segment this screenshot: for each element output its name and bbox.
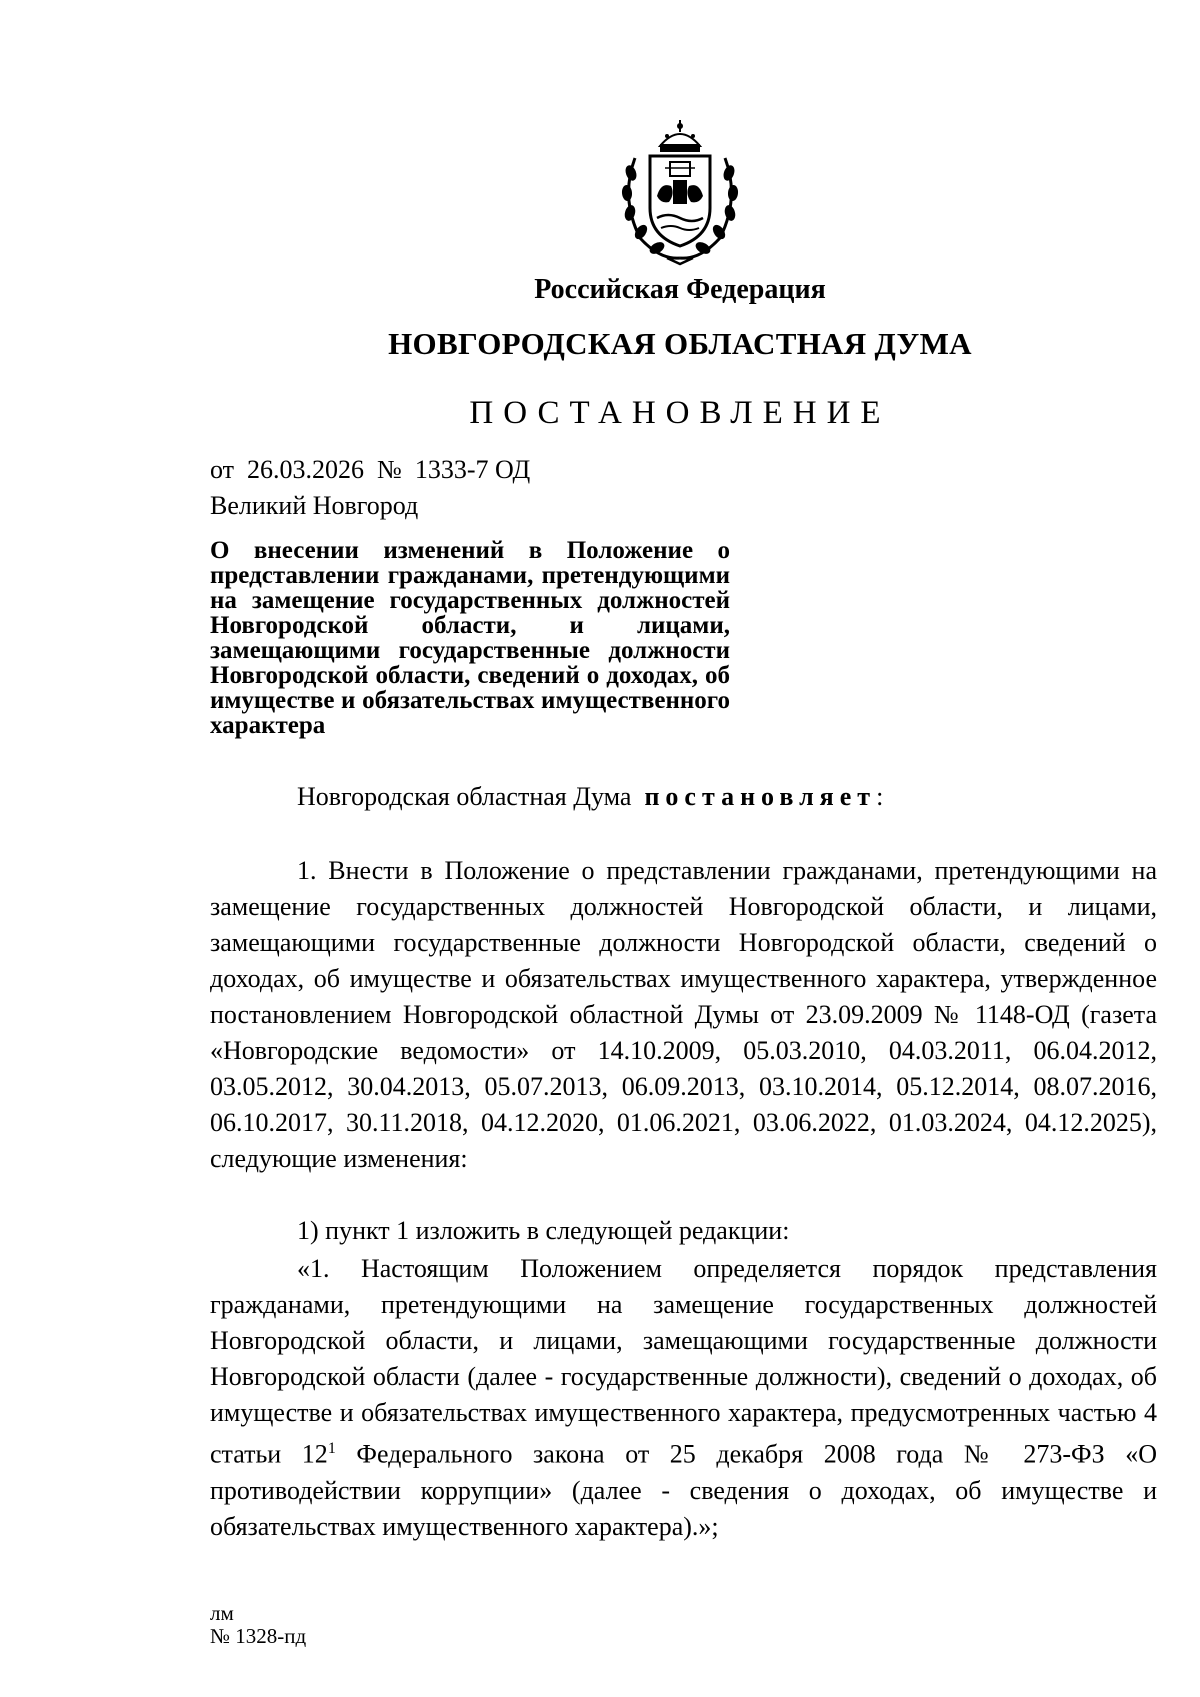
document-type-title: ПОСТАНОВЛЕНИЕ [469, 395, 891, 431]
document-subject: О внесении изменений в Положение о представлении гражданами, претендующими на замещение государственных должностей Новгородской области, и лицами, замещающими государственные должности Новгородской области, сведений о доходах, об имуществе и обязательствах имущественного характера [210, 537, 730, 739]
quote-text-before: «1. Настоящим Положением определяется порядок представления гражданами, претендующими на замещение государственных должностей Новгородской области, и лицами, замещающими государственные должности Новгородской области (далее - государственные должности), сведений о доходах, об имуществе и обязательствах имущественного характера, предусмотренных частью 4 статьи 12 [210, 1254, 1157, 1469]
document-date-number: от 26.03.2026 № 1333-7 ОД [210, 455, 531, 484]
footer-initials: лм [210, 1601, 234, 1625]
subitem-1: 1) пункт 1 изложить в следующей редакции: [297, 1216, 790, 1245]
quoted-paragraph [210, 1251, 1157, 1545]
document-city: Великий Новгород [210, 491, 419, 520]
country-title: Российская Федерация [534, 274, 826, 305]
footer-number: № 1328-пд [210, 1624, 307, 1648]
paragraph-1: 1. Внести в Положение о представлении гражданами, претендующими на замещение государственных должностей Новгородской области, и лицами, замещающими государственные должности Новгородской области, сведений о доходах, об имуществе и обязательствах имущественного характера, утвержденное постановлением Новгородской областной Думы от 23.09.2009 № 1148-ОД (газета «Новгородские ведомости» от 14.10.2009, 05.03.2010, 04.03.2011, 06.04.2012, 03.05.2012, 30.04.2013, 05.07.2013, 06.09.2013, 03.10.2014, 05.12.2014, 08.07.2016, 06.10.2017, 30.11.2018, 04.12.2020, 01.06.2021, 03.06.2022, 01.03.2024, 04.12.2025), следующие изменения: [210, 856, 1157, 1173]
resolve-line [297, 782, 883, 812]
quote-text-after: Федерального закона от 25 декабря 2008 года № 273-ФЗ «О противодействии коррупции» (далее - сведения о доходах, об имуществе и обязательствах имущественного характера).»; [210, 1439, 1157, 1541]
resolve-suffix: : [876, 782, 884, 811]
resolve-verb: постановляет [644, 782, 877, 811]
organization-title: НОВГОРОДСКАЯ ОБЛАСТНАЯ ДУМА [388, 326, 972, 361]
resolve-prefix: Новгородская областная Дума [297, 782, 632, 811]
novgorod-coat-of-arms-icon [615, 118, 745, 266]
article-superscript: 1 [327, 1440, 336, 1457]
